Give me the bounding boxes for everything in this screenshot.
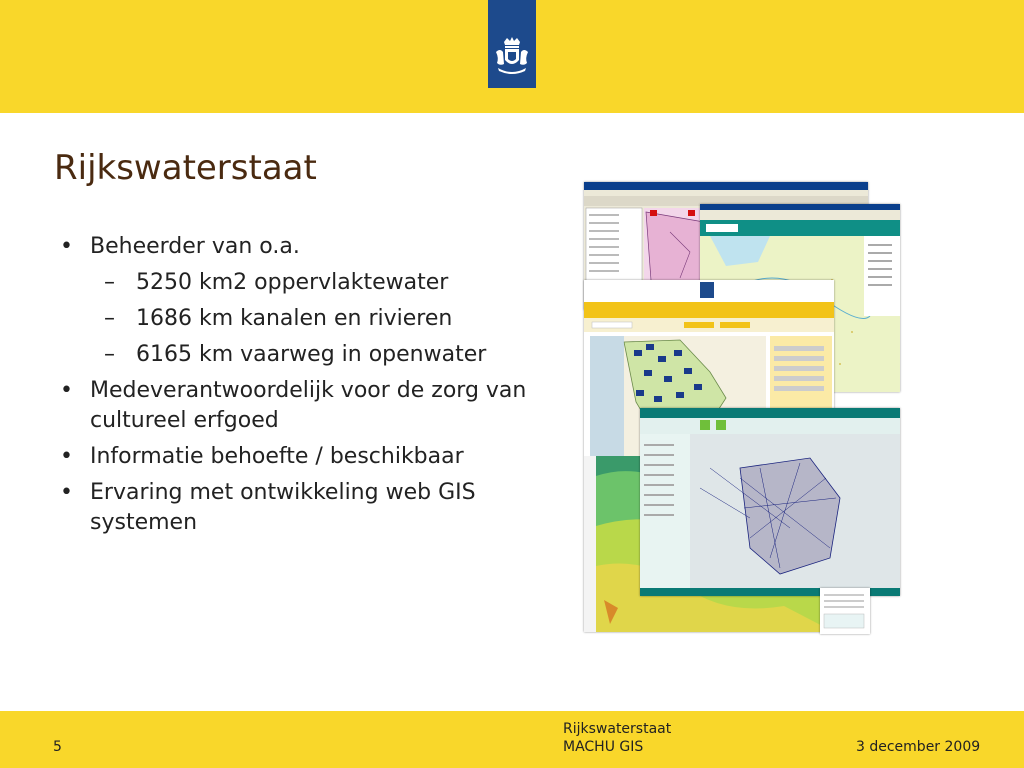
sub-bullet-item: – 1686 km kanalen en rivieren bbox=[54, 304, 564, 334]
footer-organization: Rijkswaterstaat bbox=[563, 721, 672, 737]
sub-bullet-item: – 6165 km vaarweg in openwater bbox=[54, 340, 564, 370]
bullet-item: • Informatie behoefte / beschikbaar bbox=[54, 442, 564, 472]
bullet-item: • Medeverantwoordelijk voor de zorg van cultureel erfgoed bbox=[54, 376, 564, 436]
bullet-list bbox=[54, 232, 564, 544]
footer-band bbox=[0, 711, 1024, 768]
sub-bullet-item: – 5250 km2 oppervlaktewater bbox=[54, 268, 564, 298]
footer-project: MACHU GIS bbox=[563, 739, 644, 755]
gis-screenshot-collage bbox=[584, 182, 904, 636]
bullet-item: • Ervaring met ontwikkeling web GIS systemen bbox=[54, 478, 564, 538]
gis-screenshot-window-4 bbox=[640, 408, 900, 596]
crown-coat-of-arms-icon bbox=[492, 36, 532, 76]
slide-title: Rijkswaterstaat bbox=[54, 148, 317, 188]
gis-screenshot-window-5 bbox=[820, 588, 870, 634]
footer-date: 3 december 2009 bbox=[856, 739, 981, 755]
bullet-item: • Beheerder van o.a. bbox=[54, 232, 564, 262]
rijksoverheid-logo bbox=[488, 0, 536, 88]
gis-map-thumbnail bbox=[640, 408, 900, 596]
page-number: 5 bbox=[53, 739, 62, 755]
header-band bbox=[0, 0, 1024, 113]
gis-map-thumbnail bbox=[820, 588, 870, 634]
